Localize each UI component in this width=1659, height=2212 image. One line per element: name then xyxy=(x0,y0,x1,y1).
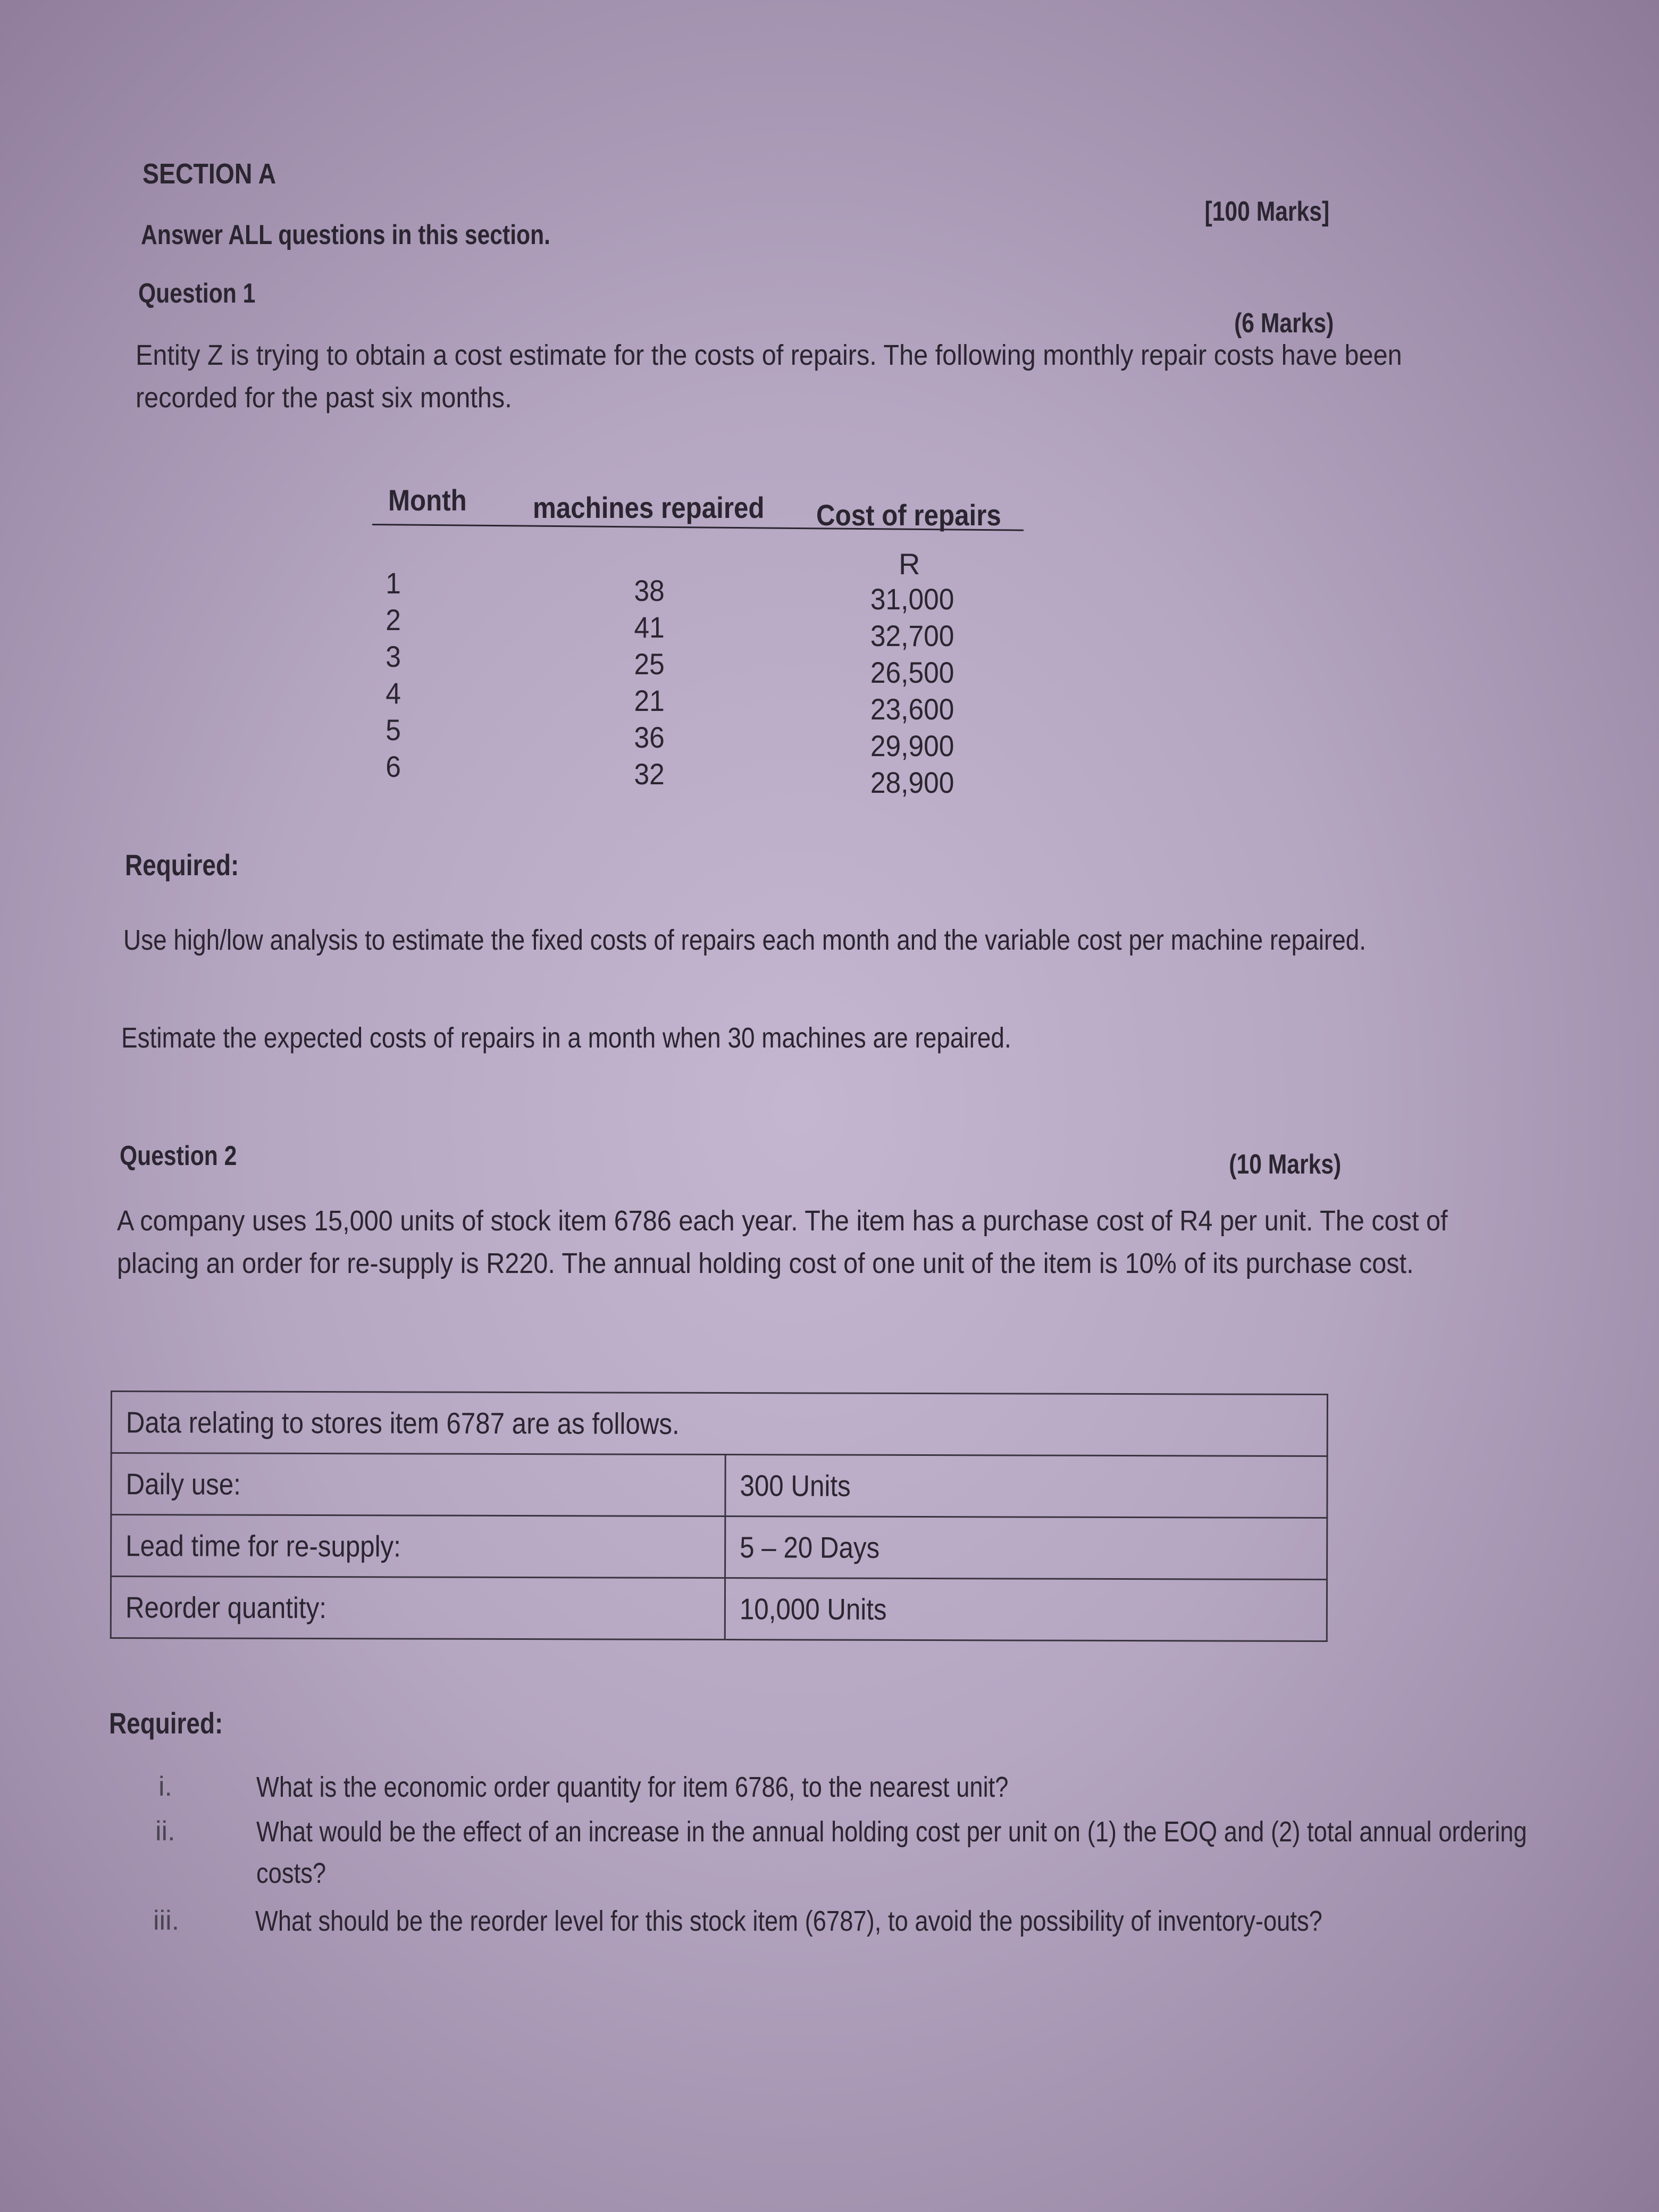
rt-cell: 2 xyxy=(386,603,401,636)
stores-label-cell: Lead time for re-supply: xyxy=(111,1515,725,1578)
rt-cell: 29,900 xyxy=(870,729,954,763)
table-row xyxy=(111,1515,1327,1580)
rt-cell: 38 xyxy=(634,574,665,607)
q2-marks: (10 Marks) xyxy=(1229,1149,1341,1180)
rt-cell: 26,500 xyxy=(870,656,954,689)
rt-cell: 1 xyxy=(386,566,401,600)
stores-label-cell: Reorder quantity: xyxy=(111,1577,725,1640)
rt-header-cost: Cost of repairs xyxy=(816,498,1001,532)
stores-label-cell: Daily use: xyxy=(111,1453,725,1516)
rt-cell: 23,600 xyxy=(870,692,954,726)
rt-header-machines: machines repaired xyxy=(533,491,765,524)
table-row xyxy=(111,1577,1327,1641)
q2-heading: Question 2 xyxy=(120,1141,237,1171)
section-title: SECTION A xyxy=(143,158,276,190)
rt-header-month: Month xyxy=(388,483,467,517)
q1-marks: (6 Marks) xyxy=(1234,308,1334,339)
stores-table-title: Data relating to stores item 6787 are as follows. xyxy=(111,1392,1327,1456)
rt-cell: 31,000 xyxy=(870,582,954,616)
rt-cell: 21 xyxy=(634,684,665,717)
rt-cell: 36 xyxy=(634,720,665,754)
rt-cell: 5 xyxy=(386,713,401,747)
q2-item-2: What would be the effect of an increase in the annual holding cost per unit on (1) the EOQ and (2) total annual ordering costs? xyxy=(256,1816,1527,1889)
q1-intro: Entity Z is trying to obtain a cost estimate for the costs of repairs. The following monthly repair costs have been recorded for the past six months. xyxy=(136,339,1402,414)
table-row xyxy=(111,1392,1327,1456)
rt-cell: 6 xyxy=(386,750,401,783)
rt-cell: 41 xyxy=(634,610,665,644)
rt-cell: 28,900 xyxy=(870,766,954,799)
list-numeral: ii. xyxy=(155,1816,175,1847)
q1-required-label: Required: xyxy=(125,848,239,882)
rt-cell: 25 xyxy=(634,647,665,681)
rt-col-month xyxy=(386,565,401,785)
section-marks: [100 Marks] xyxy=(1204,196,1329,227)
stores-data-table xyxy=(110,1390,1328,1642)
rt-currency: R xyxy=(899,547,920,581)
q2-item-1: What is the economic order quantity for item 6786, to the nearest unit? xyxy=(256,1771,1009,1803)
stores-value-cell: 300 Units xyxy=(725,1455,1327,1518)
q2-intro: A company uses 15,000 units of stock item 6786 each year. The item has a purchase cost of R4 per unit. The cost of placing an order for re-supply is R220. The annual holding cost of one unit of the item is 10% of its purchase cost. xyxy=(117,1205,1448,1279)
q1-heading: Question 1 xyxy=(138,278,256,309)
rt-cell: 3 xyxy=(386,640,401,673)
rt-col-cost xyxy=(870,581,954,801)
q1-required-2: Estimate the expected costs of repairs in a month when 30 machines are repaired. xyxy=(121,1022,1011,1054)
rt-cell: 32 xyxy=(634,757,665,791)
rt-cell: 32,700 xyxy=(870,619,954,652)
list-numeral: iii. xyxy=(153,1905,180,1936)
list-numeral: i. xyxy=(158,1771,172,1802)
stores-value-cell: 10,000 Units xyxy=(725,1578,1327,1641)
section-instruction: Answer ALL questions in this section. xyxy=(141,220,551,250)
rt-col-machines xyxy=(634,572,664,792)
q2-required-label: Required: xyxy=(109,1706,223,1740)
q1-required-1: Use high/low analysis to estimate the fixed costs of repairs each month and the variable cost per machine repaired. xyxy=(123,924,1367,956)
stores-value-cell: 5 – 20 Days xyxy=(725,1516,1327,1580)
rt-cell: 4 xyxy=(386,676,401,710)
table-row xyxy=(111,1453,1327,1518)
q2-item-3: What should be the reorder level for this stock item (6787), to avoid the possibility of inventory-outs? xyxy=(255,1905,1322,1937)
